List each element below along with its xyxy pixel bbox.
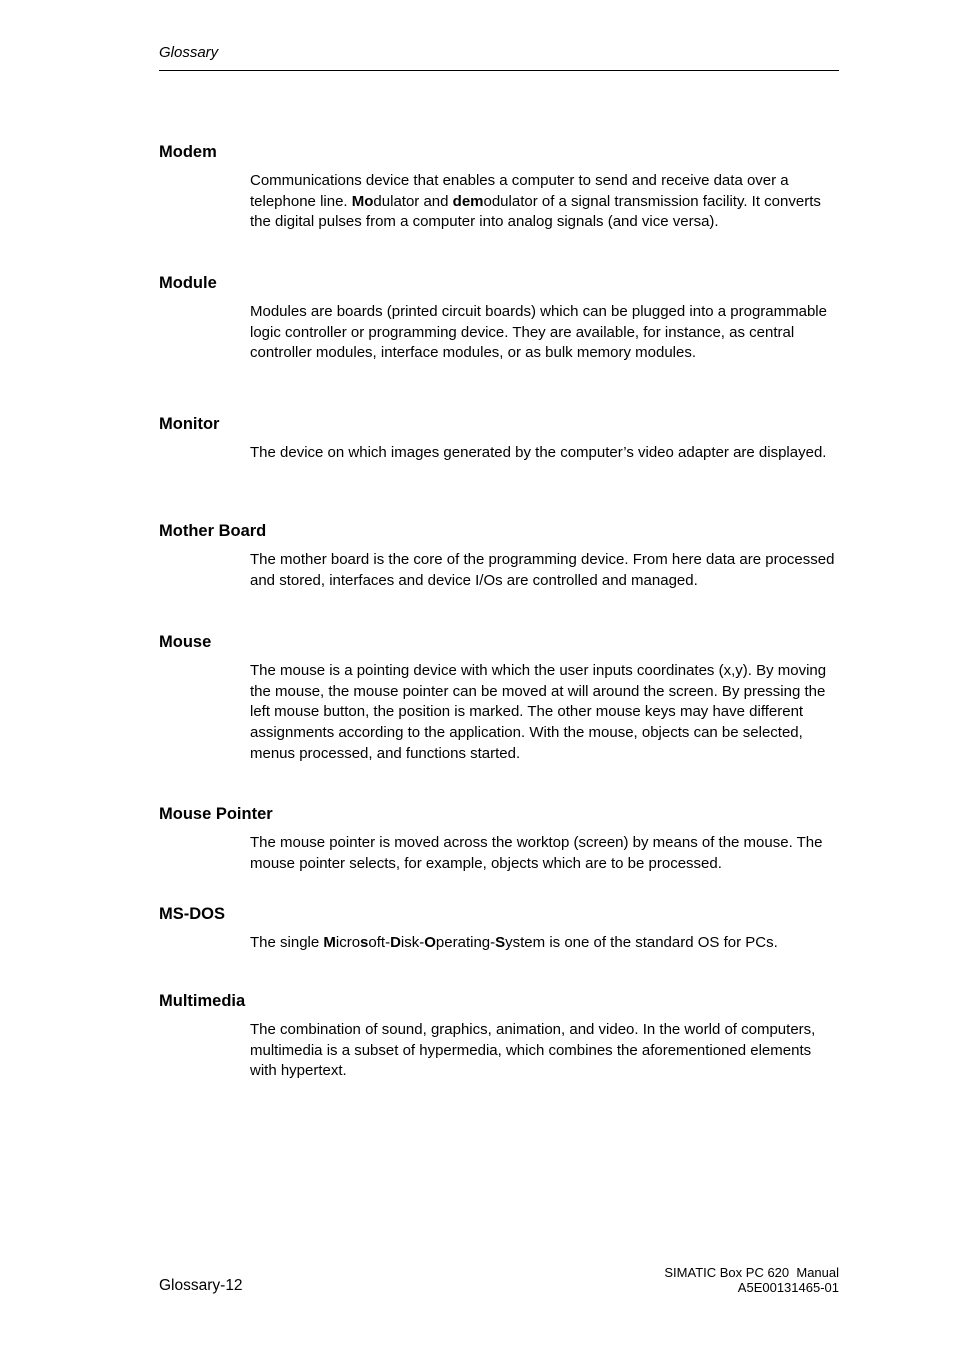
definition-text: odulator of a signal transmission facility. It converts the digital pulses from a computer into analog signals (and vice versa). xyxy=(250,192,821,231)
footer-page-number: Glossary-12 xyxy=(159,1277,243,1294)
header-section-title: Glossary xyxy=(159,44,219,61)
entry-definition: The mouse pointer is moved across the worktop (screen) by means of the mouse. The mouse pointer selects, for example, objects which are to be processed. xyxy=(250,834,823,872)
definition-text: The single xyxy=(250,934,324,951)
footer-manual-info xyxy=(664,1265,839,1295)
entry-definition: The mouse is a pointing device with which the user inputs coordinates (x,y). By moving the mouse, the mouse pointer can be moved at will around the screen. By pressing the left mouse button, the position is marked. The other mouse keys may have different assignments according to the application. With the mouse, objects can be selected, menus processed, and functions started. xyxy=(250,662,827,762)
entry-term: Mouse xyxy=(159,633,212,651)
definition-text: dulator and xyxy=(373,192,453,210)
footer-order-number: A5E00131465-01 xyxy=(737,1280,839,1295)
entry-definition: The combination of sound, graphics, animation, and video. In the world of computers, multimedia is a subset of hypermedia, which combines the aforementioned elements with hypertext. xyxy=(250,1021,816,1080)
definition-text: oft- xyxy=(368,934,391,951)
entry-term: Mother Board xyxy=(159,522,267,540)
glossary-entry-multimedia xyxy=(159,991,839,1082)
entry-term: Mouse Pointer xyxy=(159,805,273,823)
definition-text: icro xyxy=(335,934,361,951)
entry-definition xyxy=(250,171,838,233)
glossary-entry-module xyxy=(159,273,839,364)
entry-term: Multimedia xyxy=(159,992,246,1010)
glossary-entry-ms-dos xyxy=(159,904,839,954)
page-header xyxy=(159,44,839,71)
definition-emphasis: Mo xyxy=(351,192,374,210)
glossary-entry-mouse-pointer xyxy=(159,804,839,874)
entry-term: Monitor xyxy=(159,415,220,433)
definition-text: isk- xyxy=(400,934,425,951)
entry-term: Module xyxy=(159,274,217,292)
footer-manual-title: SIMATIC Box PC 620 Manual xyxy=(664,1265,839,1280)
definition-text: perating- xyxy=(435,934,496,951)
entry-definition xyxy=(250,933,838,954)
glossary-entry-monitor xyxy=(159,414,839,464)
definition-text: ystem is one of the standard OS for PCs. xyxy=(505,934,778,951)
definition-text: Communications device that enables a computer to send and receive data over a telephone line. xyxy=(250,172,789,210)
definition-emphasis: S xyxy=(495,934,506,951)
definition-emphasis: O xyxy=(424,934,436,951)
definition-emphasis: M xyxy=(323,934,336,951)
entry-definition: The mother board is the core of the programming device. From here data are processed and stored, interfaces and device I/Os are controlled and managed. xyxy=(250,551,835,589)
definition-emphasis: D xyxy=(390,934,401,951)
entry-definition: The device on which images generated by the computer’s video adapter are displayed. xyxy=(250,444,827,461)
glossary-entry-mouse xyxy=(159,632,839,765)
definition-emphasis: s xyxy=(360,934,369,951)
glossary-entry-modem xyxy=(159,142,839,233)
entry-definition: Modules are boards (printed circuit boards) which can be plugged into a programmable logic controller or programming device. They are available, for instance, as central controller modules, interface modules, or as bulk memory modules. xyxy=(250,303,827,362)
glossary-entry-mother-board xyxy=(159,521,839,591)
entry-term: MS-DOS xyxy=(159,905,225,923)
definition-emphasis: dem xyxy=(452,192,484,210)
entry-term: Modem xyxy=(159,143,217,161)
